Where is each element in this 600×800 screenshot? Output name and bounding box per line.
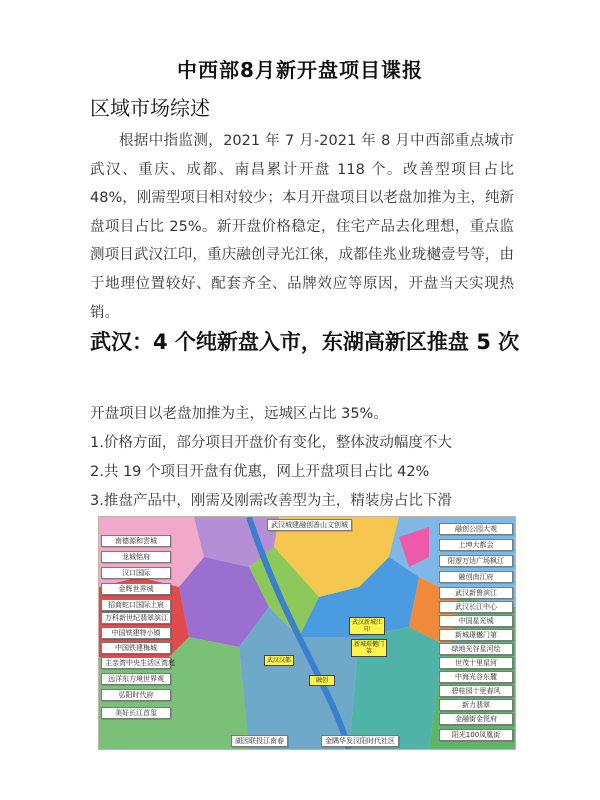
map-label-right: 阳逻万达广场枫江 xyxy=(439,555,513,567)
map-label-left: 中国铁建特小镇 xyxy=(101,627,171,639)
market-overview-paragraph: 根据中指监测，2021 年 7 月-2021 年 8 月中西部重点城市武汉、重庆、成都、南昌累计开盘 118 个。改善型项目占比 48%，刚需型项目相对较少；本月开盘项目以老盘加推为主，纯新盘项目占比 25%。新开盘价格稳定，住宅产品去化理想，重点监测项目武汉江印，重庆融创寻光江徕，成都佳兆业珑樾壹号等，由于地理位置较好、配套齐全、品牌效应等原因，开盘当天实现热销。 xyxy=(90,133,514,321)
summary-line: 2.共 19 个项目开盘有优惠，网上开盘项目占比 42% xyxy=(90,464,430,480)
map-label-left: 美好长江首玺 xyxy=(101,707,171,719)
map-highlight-label: 武汉汉都 xyxy=(264,655,294,666)
map-label-right: 融创南江府 xyxy=(439,571,513,583)
map-highlight-label: 武汉新城江印 xyxy=(349,617,385,635)
map-label-left: 龙城铭府 xyxy=(101,551,171,563)
map-label-right: 阳光100凤凰街 xyxy=(439,729,513,741)
map-label-left: 招商蛇口国际上宸 xyxy=(101,599,171,611)
map-label-top: 武汉城建融创善山文创城 xyxy=(267,519,352,531)
map-label-left: 金辉世界城 xyxy=(101,583,171,595)
section-heading-wuhan: 武汉：4 个纯新盘入市，东湖高新区推盘 5 次 xyxy=(90,330,520,354)
map-label-right: 金融街金悦府 xyxy=(439,713,513,725)
map-label-left: 汉口国际 xyxy=(101,567,171,579)
map-label-right: 新城璟樾门第 xyxy=(439,629,513,641)
map-highlight-label: 融创 xyxy=(309,675,335,686)
map-label-right: 碧桂园十里春风 xyxy=(439,685,513,697)
map-label-right: 融创公园大观 xyxy=(439,523,513,535)
summary-line: 开盘项目以老盘加推为主，远城区占比 35%。 xyxy=(90,406,388,422)
map-label-left: 主亲湾中央生活区湾庭 xyxy=(101,657,171,669)
map-label-bottom: 湖因联投江南春 xyxy=(231,735,288,747)
map-label-right: 绿地光谷星河绘 xyxy=(439,643,513,655)
wuhan-project-map xyxy=(98,516,516,750)
document-title: 中西部8月新开盘项目谍报 xyxy=(177,58,423,82)
map-label-right: 世茂十里星河 xyxy=(439,657,513,669)
map-label-left: 弘阳时代府 xyxy=(101,689,171,701)
map-label-bottom: 金隅华发汉阳时代社区 xyxy=(321,735,399,747)
map-label-right: 上坤大都会 xyxy=(439,539,513,551)
summary-line: 1.价格方面，部分项目开盘价有变化，整体波动幅度不大 xyxy=(90,435,452,451)
map-label-right: 中海光谷东麓 xyxy=(439,671,513,683)
map-label-left: 远洋东方境世界观 xyxy=(101,673,171,685)
map-label-right: 中国星光城 xyxy=(439,615,513,627)
map-label-right: 新力翡翠 xyxy=(439,699,513,711)
map-label-left: 万科新世纪翡翠滨江 xyxy=(101,612,171,624)
map-label-left: 南德源和雲城 xyxy=(101,535,171,547)
map-highlight-label: 新城璟樾门第 xyxy=(351,639,387,657)
wuhan-summary-list xyxy=(90,400,520,516)
summary-line: 3.推盘产品中，刚需及刚需改善型为主，精装房占比下滑 xyxy=(90,493,452,509)
map-label-right: 武汉长江中心 xyxy=(439,601,513,613)
map-label-right: 武汉新鲁滨江 xyxy=(439,587,513,599)
map-label-left: 中国铁建梅城 xyxy=(101,642,171,654)
section-heading-market-overview: 区域市场综述 xyxy=(90,96,210,120)
